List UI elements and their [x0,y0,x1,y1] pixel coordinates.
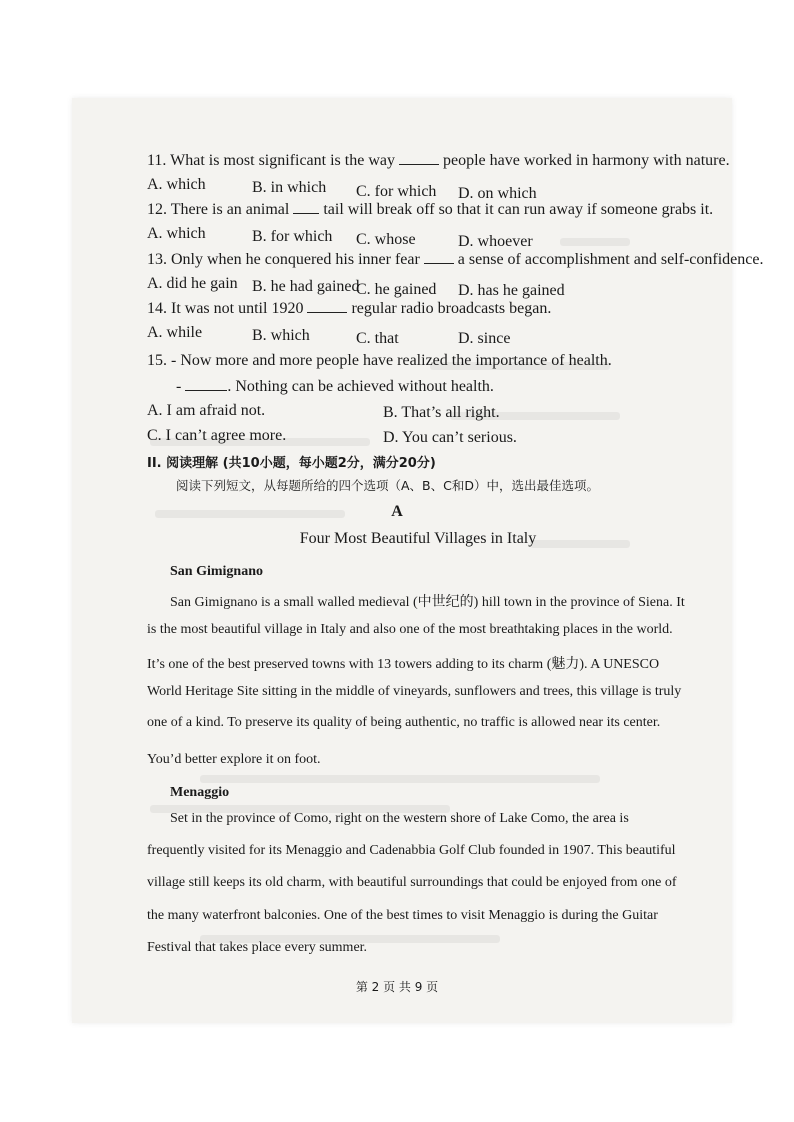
section-title: II. 阅读理解 (共10小题，每小题2分，满分20分) [147,456,436,471]
paragraph-line: World Heritage Site sitting in the middle of vineyards, sunflowers and trees, this village is truly [147,684,682,699]
paragraph-line: It’s one of the best preserved towns with 13 towers adding to its charm (魅力). A UNESCO [147,657,660,672]
option-c: C. he gained [356,281,437,298]
option-a: A. I am afraid not. [147,402,266,419]
option-b: B. for which [252,228,333,245]
paragraph-line: one of a kind. To preserve its quality of being authentic, no traffic is allowed near its center. [147,715,661,730]
answer-blank [307,300,347,313]
question-12-stem [147,201,713,219]
passage-title: Four Most Beautiful Villages in Italy [299,530,537,547]
option-a: A. did he gain [147,275,238,292]
option-d: D. has he gained [458,282,565,299]
option-b: B. which [252,327,310,344]
question-text: . Nothing can be achieved without health. [227,378,494,395]
passage-label: A [391,503,403,520]
option-d: D. whoever [458,233,533,250]
question-number: 15. [147,352,167,369]
option-d: D. You can’t serious. [383,429,517,446]
section-instruction: 阅读下列短文，从每题所给的四个选项（A、B、C和D）中，选出最佳选项。 [176,478,599,493]
question-11-stem [147,152,730,170]
village-heading: San Gimignano [170,564,263,579]
option-d: D. since [458,330,511,347]
option-b: B. That’s all right. [383,404,500,421]
paragraph-line: the many waterfront balconies. One of the best times to visit Menaggio is during the Guitar [147,908,658,923]
option-a: A. which [147,176,206,193]
option-a: A. while [147,324,203,341]
question-text: - Now more and more people have realized the importance of health. [171,352,612,369]
question-text: Only when he conquered his inner fear [171,251,420,268]
page-footer: 第 2 页 共 9 页 [355,980,439,994]
answer-blank [293,201,319,214]
question-15-response: - . Nothing can be achieved without health. [176,378,494,395]
question-number: 14. [147,300,167,317]
question-text: regular radio broadcasts began. [351,300,552,317]
question-text: What is most significant is the way [170,152,395,169]
option-d: D. on which [458,185,537,202]
question-13-stem [147,251,763,269]
paragraph-line: You’d better explore it on foot. [147,752,321,767]
paragraph-line: is the most beautiful village in Italy and also one of the most breathtaking places in the world. [147,622,673,637]
paragraph-line: Set in the province of Como, right on the western shore of Lake Como, the area is [170,811,629,826]
answer-blank [424,251,454,264]
option-c: C. I can’t agree more. [147,427,287,444]
option-c: C. that [356,330,399,347]
paragraph-line: San Gimignano is a small walled medieval (中世纪的) hill town in the province of Siena. It [170,595,685,610]
village-heading: Menaggio [170,785,230,800]
paragraph-line: frequently visited for its Menaggio and Cadenabbia Golf Club founded in 1907. This beautiful [147,843,676,858]
question-text: people have worked in harmony with nature. [442,152,730,169]
question-text: a sense of accomplishment and self-confidence. [457,251,764,268]
question-text: tail will break off so that it can run away if someone grabs it. [323,201,714,218]
question-text: It was not until 1920 [171,300,304,317]
answer-blank [185,378,227,391]
paragraph-line: village still keeps its old charm, with beautiful surroundings that could be enjoyed from one of [147,875,677,890]
option-b: B. he had gained [252,278,360,295]
option-c: C. for which [356,183,437,200]
question-14-stem [147,300,551,318]
option-c: C. whose [356,231,416,248]
paragraph-line: Festival that takes place every summer. [147,940,368,955]
option-a: A. which [147,225,206,242]
question-text: There is an animal [170,201,290,218]
question-15-stem [147,352,612,370]
question-number: 11. [147,152,167,169]
question-number: 12. [147,201,167,218]
answer-blank [399,152,439,165]
question-number: 13. [147,251,167,268]
option-b: B. in which [252,179,327,196]
